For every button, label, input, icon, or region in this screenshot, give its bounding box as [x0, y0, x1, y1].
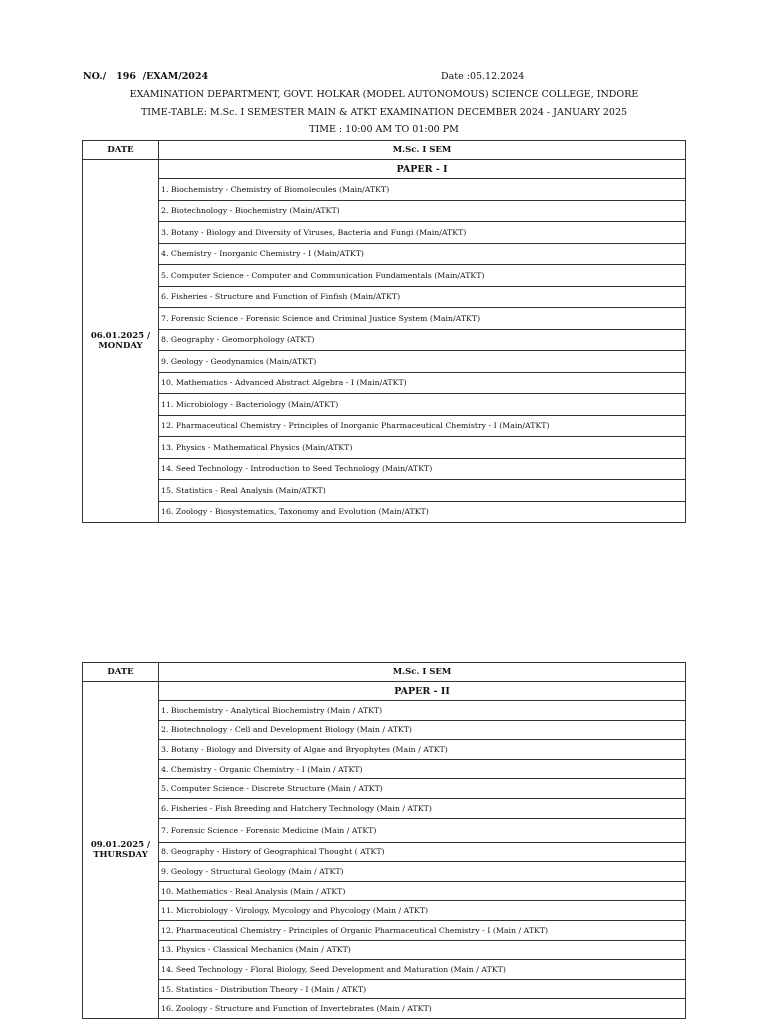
subject-cell: 10. Mathematics - Real Analysis (Main / ATKT): [159, 881, 686, 901]
subject-row: [83, 501, 686, 523]
subject-row: [83, 798, 686, 818]
subject-cell: 12. Pharmaceutical Chemistry - Principles of Inorganic Pharmaceutical Chemistry - I (Main/ATKT): [159, 415, 686, 437]
subject-row: [83, 759, 686, 779]
subject-row: [83, 243, 686, 265]
ref-exam: /EXAM/2024: [142, 71, 209, 82]
subject-cell: 15. Statistics - Distribution Theory - I (Main / ATKT): [159, 979, 686, 999]
exam-date-cell: [83, 160, 159, 523]
subject-row: [83, 437, 686, 459]
date-column-header: DATE: [83, 663, 159, 682]
subject-row: [83, 372, 686, 394]
subject-cell: 10. Mathematics - Advanced Abstract Algebra - I (Main/ATKT): [159, 372, 686, 394]
subject-cell: 9. Geology - Structural Geology (Main / ATKT): [159, 862, 686, 882]
date-column-header: DATE: [83, 141, 159, 160]
subject-cell: 11. Microbiology - Bacteriology (Main/ATKT): [159, 394, 686, 416]
subject-cell: 16. Zoology - Structure and Function of Invertebrates (Main / ATKT): [159, 999, 686, 1019]
subject-cell: 13. Physics - Mathematical Physics (Main/ATKT): [159, 437, 686, 459]
exam-day: MONDAY: [98, 341, 143, 351]
paper-title: PAPER - I: [159, 160, 686, 179]
subject-row: [83, 842, 686, 862]
subject-cell: 1. Biochemistry - Analytical Biochemistry (Main / ATKT): [159, 701, 686, 721]
subject-cell: 6. Fisheries - Fish Breeding and Hatchery Technology (Main / ATKT): [159, 798, 686, 818]
subject-row: [83, 222, 686, 244]
subject-cell: 6. Fisheries - Structure and Function of Finfish (Main/ATKT): [159, 286, 686, 308]
subject-row: [83, 720, 686, 740]
department-heading: EXAMINATION DEPARTMENT, GOVT. HOLKAR (MODEL AUTONOMOUS) SCIENCE COLLEGE, INDORE: [129, 89, 639, 100]
subject-row: [83, 179, 686, 201]
exam-date: 09.01.2025 /: [90, 839, 151, 850]
subject-cell: 3. Botany - Biology and Diversity of Viruses, Bacteria and Fungi (Main/ATKT): [159, 222, 686, 244]
subject-row: [83, 480, 686, 502]
subject-cell: 5. Computer Science - Discrete Structure (Main / ATKT): [159, 779, 686, 799]
subject-row: [83, 740, 686, 760]
subject-cell: 15. Statistics - Real Analysis (Main/ATKT): [159, 480, 686, 502]
subject-cell: 12. Pharmaceutical Chemistry - Principles of Organic Pharmaceutical Chemistry - I (Main / ATKT): [159, 920, 686, 940]
subject-row: [83, 286, 686, 308]
subject-row: [83, 265, 686, 287]
subject-cell: 5. Computer Science - Computer and Communication Fundamentals (Main/ATKT): [159, 265, 686, 287]
subject-cell: 11. Microbiology - Virology, Mycology and Phycology (Main / ATKT): [159, 901, 686, 921]
subject-row: [83, 779, 686, 799]
subject-row: [83, 458, 686, 480]
subject-cell: 14. Seed Technology - Introduction to Seed Technology (Main/ATKT): [159, 458, 686, 480]
subject-row: [83, 979, 686, 999]
subject-cell: 13. Physics - Classical Mechanics (Main / ATKT): [159, 940, 686, 960]
subject-cell: 9. Geology - Geodynamics (Main/ATKT): [159, 351, 686, 373]
ref-no-value: 196: [116, 71, 136, 82]
exam-time: TIME : 10:00 AM TO 01:00 PM: [309, 124, 459, 135]
subject-cell: 4. Chemistry - Organic Chemistry - I (Main / ATKT): [159, 759, 686, 779]
timetable-paper-2: [82, 662, 686, 1019]
subject-row: [83, 920, 686, 940]
subject-cell: 2. Biotechnology - Cell and Development Biology (Main / ATKT): [159, 720, 686, 740]
subject-cell: 3. Botany - Biology and Diversity of Algae and Bryophytes (Main / ATKT): [159, 740, 686, 760]
issue-date: Date :05.12.2024: [441, 71, 525, 82]
subject-cell: 4. Chemistry - Inorganic Chemistry - I (Main/ATKT): [159, 243, 686, 265]
subject-row: [83, 881, 686, 901]
subject-row: [83, 351, 686, 373]
subject-row: [83, 940, 686, 960]
subject-row: [83, 394, 686, 416]
exam-date: 06.01.2025 /: [90, 331, 151, 341]
subject-row: [83, 960, 686, 980]
subject-row: [83, 200, 686, 222]
subject-cell: 16. Zoology - Biosystematics, Taxonomy and Evolution (Main/ATKT): [159, 501, 686, 523]
ref-no-label: NO./: [83, 71, 107, 82]
subject-cell: 14. Seed Technology - Floral Biology, Seed Development and Maturation (Main / ATKT): [159, 960, 686, 980]
subject-row: [83, 329, 686, 351]
exam-day: THURSDAY: [93, 849, 148, 860]
subject-row: [83, 999, 686, 1019]
subject-row: [83, 862, 686, 882]
subject-cell: 8. Geography - Geomorphology (ATKT): [159, 329, 686, 351]
subject-row: [83, 901, 686, 921]
subject-row: [83, 415, 686, 437]
paper-title: PAPER - II: [159, 682, 686, 701]
sem-header: M.Sc. I SEM: [159, 663, 686, 682]
subject-cell: 1. Biochemistry - Chemistry of Biomolecules (Main/ATKT): [159, 179, 686, 201]
timetable-title: TIME-TABLE: M.Sc. I SEMESTER MAIN & ATKT EXAMINATION DECEMBER 2024 - JANUARY 2025: [140, 107, 628, 118]
subject-row: [83, 818, 686, 842]
subject-cell: 7. Forensic Science - Forensic Science and Criminal Justice System (Main/ATKT): [159, 308, 686, 330]
exam-date-cell: [83, 682, 159, 1019]
sem-header: M.Sc. I SEM: [159, 141, 686, 160]
subject-cell: 7. Forensic Science - Forensic Medicine (Main / ATKT): [159, 818, 686, 842]
subject-row: [83, 701, 686, 721]
subject-row: [83, 308, 686, 330]
subject-cell: 8. Geography - History of Geographical Thought ( ATKT): [159, 842, 686, 862]
subject-cell: 2. Biotechnology - Biochemistry (Main/ATKT): [159, 200, 686, 222]
reference-number: [83, 71, 208, 82]
timetable-paper-1: [82, 140, 686, 523]
